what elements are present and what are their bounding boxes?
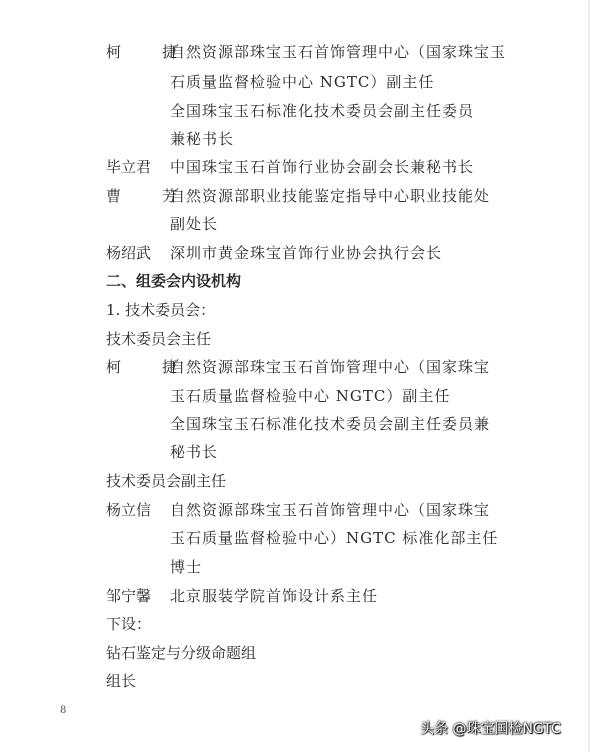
person-name: 柯 捷 [106, 358, 191, 376]
watermark: 头条 @珠宝国检NGTC [420, 721, 561, 737]
person-title-line: 玉石质量监督检验中心）NGTC 标准化部主任 [170, 529, 499, 547]
group-leader-label: 组长 [106, 672, 137, 690]
person-title-line: 副处长 [170, 215, 219, 233]
role-heading: 技术委员会主任 [106, 330, 212, 348]
subsection-heading: 1. 技术委员会： [106, 301, 216, 319]
person-name: 曹 芳 [106, 187, 191, 205]
page-number: 8 [60, 705, 67, 716]
person-title-line: 秘书长 [170, 443, 219, 461]
person-title-line: 自然资源部珠宝玉石首饰管理中心（国家珠宝玉 [170, 43, 507, 61]
group-title: 钻石鉴定与分级命题组 [106, 644, 257, 662]
person-title-line: 深圳市黄金珠宝首饰行业协会执行会长 [170, 244, 443, 262]
person-name: 杨绍武 [106, 244, 152, 262]
person-title-line: 北京服装学院首饰设计系主任 [170, 587, 379, 605]
person-title-line: 全国珠宝玉石标准化技术委员会副主任委员兼 [170, 415, 491, 433]
person-name: 毕立君 [106, 158, 152, 176]
person-name: 邹宁馨 [106, 587, 152, 605]
person-title-line: 兼秘书长 [170, 130, 235, 148]
person-title-line: 博士 [170, 558, 203, 576]
person-title-line: 玉石质量监督检验中心 NGTC）副主任 [170, 387, 451, 405]
role-heading: 技术委员会副主任 [106, 472, 227, 490]
person-name: 柯 捷 [106, 43, 191, 61]
person-title-line: 中国珠宝玉石首饰行业协会副会长兼秘书长 [170, 158, 475, 176]
person-title-line: 自然资源部职业技能鉴定指导中心职业技能处 [170, 187, 491, 205]
below-label: 下设： [106, 615, 152, 633]
person-title-line: 自然资源部珠宝玉石首饰管理中心（国家珠宝 [170, 501, 491, 519]
page-edge [588, 0, 590, 752]
person-title-line: 自然资源部珠宝玉石首饰管理中心（国家珠宝 [170, 358, 491, 376]
person-name: 杨立信 [106, 501, 152, 519]
person-title-line: 石质量监督检验中心 NGTC）副主任 [170, 73, 435, 91]
person-title-line: 全国珠宝玉石标准化技术委员会副主任委员 [170, 102, 475, 120]
section-heading: 二、组委会内设机构 [106, 272, 242, 290]
